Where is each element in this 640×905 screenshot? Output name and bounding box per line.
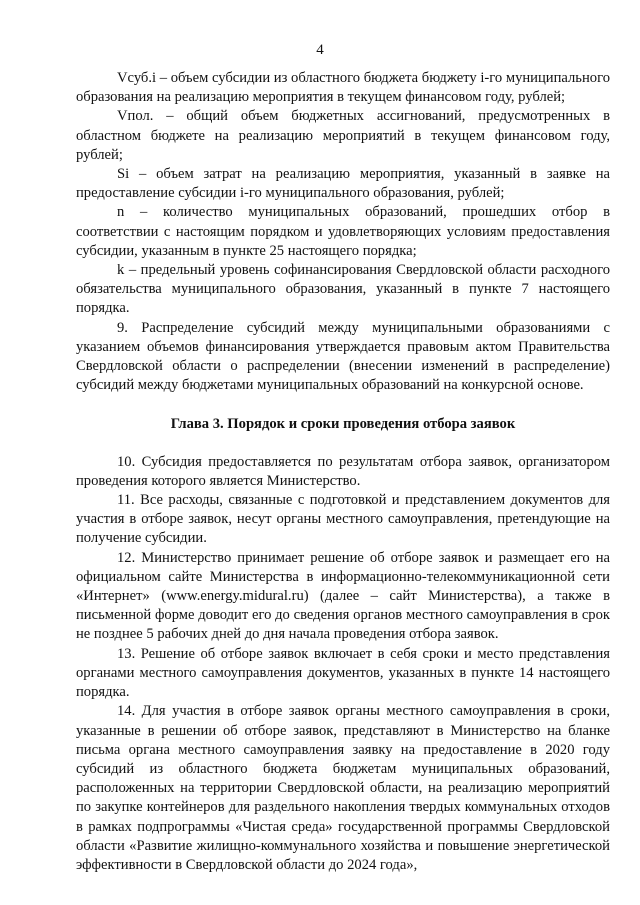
item-13: 13. Решение об отборе заявок включает в себя сроки и место представления органами местного самоуправления документов, указанных в пункте 14 настоящего порядка.	[76, 645, 610, 701]
definition-vpol: Vпол. – общий объем бюджетных ассигнований, предусмотренных в областном бюджете на реализацию мероприятий в текущем финансовом году, рублей;	[76, 108, 610, 163]
item-10: 10. Субсидия предоставляется по результатам отбора заявок, организатором проведения которого является Министерство.	[76, 453, 610, 489]
document-body	[76, 69, 610, 875]
item-14: 14. Для участия в отборе заявок органы местного самоуправления в сроки, указанные в решении об отборе заявок, представляют в Министерство на бланке письма органа местного самоуправления заявку на предоставление в 2020 году субсидий из областного бюджета бюджетам муниципальных образований, расположенных на территории Свердловской области, на реализацию мероприятий по закупке контейнеров для раздельного накопления твердых коммунальных отходов в рамках подпрограммы «Чистая среда» государственной программы Свердловской области «Развитие жилищно-коммунального хозяйства и повышение энергетической эффективности в Свердловской области до 2024 года»,	[76, 703, 610, 873]
item-9: 9. Распределение субсидий между муниципальными образованиями с указанием объемов финансирования утверждается правовым актом Правительства Свердловской области о распределении (внесении изменений в распределение) субсидий между бюджетами муниципальных образований на конкурсной основе.	[76, 319, 610, 394]
item-12: 12. Министерство принимает решение об отборе заявок и размещает его на официальном сайте Министерства в информационно-телекоммуникационной сети «Интернет» (www.energy.midural.ru) (далее – сайт Министерства), а также в письменной форме доводит его до сведения органов местного самоуправления в срок не позднее 5 рабочих дней до дня начала проведения отбора заявок.	[76, 549, 610, 643]
item-11: 11. Все расходы, связанные с подготовкой и представлением документов для участия в отборе заявок, несут органы местного самоуправления, претендующие на получение субсидии.	[76, 492, 610, 547]
chapter-heading: Глава 3. Порядок и сроки проведения отбора заявок	[170, 416, 516, 433]
definition-k: k – предельный уровень софинансирования Свердловской области расходного обязательства муниципального образования, указанный в пункте 7 настоящего порядка.	[76, 262, 610, 317]
definition-n: n – количество муниципальных образований, прошедших отбор в соответствии с настоящим порядком и удовлетворяющих условиям предоставления субсидии, указанным в пункте 25 настоящего порядка;	[76, 204, 610, 259]
definition-vsub: Vсуб.i – объем субсидии из областного бюджета бюджету i-го муниципального образования на реализацию мероприятия в текущем финансовом году, рублей;	[76, 70, 610, 106]
definition-si: Si – объем затрат на реализацию мероприятия, указанный в заявке на предоставление субсидии i-го муниципального образования, рублей;	[76, 166, 610, 202]
page-number: 4	[316, 42, 324, 58]
